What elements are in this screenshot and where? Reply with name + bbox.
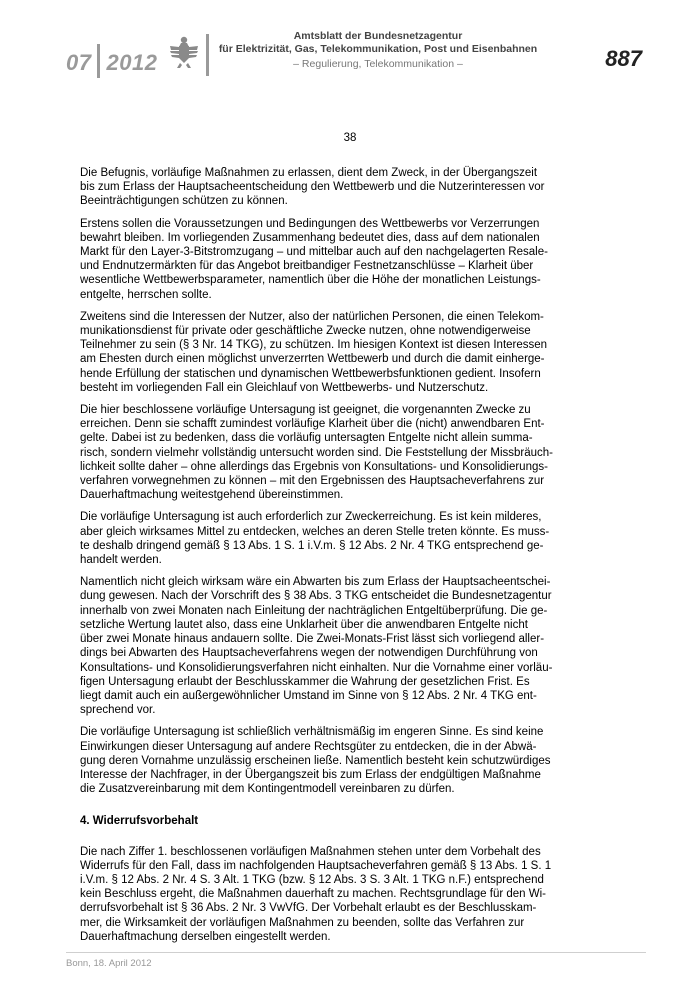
text-line: Dauerhaftmachung weitestgehend übereinstimmen. — [80, 489, 344, 502]
publication-title-line-1: Amtsblatt der Bundesnetzagentur — [293, 30, 463, 42]
text-line: Die Befugnis, vorläufige Maßnahmen zu erlassen, dient dem Zweck, in der Übergangszeit — [80, 167, 538, 179]
section-heading: 4. Widerrufsvorbehalt — [80, 815, 199, 828]
text-line: i.V.m. § 12 Abs. 2 Nr. 4 S. 3 Alt. 1 TKG (bzw. § 12 Abs. 3 S. 3 Alt. 1 TKG n.F.) entsprechend — [80, 873, 544, 886]
text-line: und Endnutzermärkten für das Angebot breitbandiger Festnetzanschlüsse – Klarheit über — [80, 260, 534, 273]
text-line: gelte. Dabei ist zu bedenken, dass die vorläufig untersagten Entgelte nicht allein summa- — [80, 432, 533, 445]
paragraph — [80, 725, 620, 796]
body-paragraphs — [80, 166, 620, 796]
text-line: Dauerhaftmachung derselben eingestellt werden. — [80, 930, 331, 943]
text-line: Einwirkungen dieser Untersagung auf andere Rechtsgüter zu entdecken, die in der Abwä- — [80, 740, 537, 753]
text-line: hende Erfüllung der statischen und dynamischen Wettbewerbsfunktionen gedient. Insofern — [80, 367, 541, 380]
text-line: Die vorläufige Untersagung ist schließlich verhältnismäßig im engeren Sinne. Es sind keine — [80, 726, 544, 739]
text-line: lichkeit sollte daher – ohne allerdings das Ergebnis von Konsultations- und Konsolidierungs- — [80, 460, 548, 473]
text-line: handelt werden. — [80, 554, 162, 567]
text-line: Zweitens sind die Interessen der Nutzer, also der natürlichen Personen, die einen Telekom- — [80, 310, 544, 323]
text-line: bis zum Erlass der Hauptsacheentscheidung den Wettbewerb und die Nutzerinteressen vor — [80, 181, 545, 194]
federal-eagle-icon — [168, 34, 200, 70]
issue-year: 2012 — [106, 50, 158, 75]
text-line: Erstens sollen die Voraussetzungen und Bedingungen des Wettbewerbs vor Verzerrungen — [80, 217, 540, 230]
text-line: Die vorläufige Untersagung ist auch erforderlich zur Zweckerreichung. Es ist kein milderes, — [80, 511, 542, 524]
text-line: sprechend vor. — [80, 704, 156, 717]
text-line: Interesse der Nachfrager, in der Übergangszeit bis zum Erlass der endgültigen Maßnahme — [80, 768, 541, 781]
publication-subtitle: – Regulierung, Telekommunikation – — [293, 58, 463, 70]
publication-title — [218, 30, 538, 56]
text-line: liegt damit auch ein außergewöhnlicher Umstand im Sinne von § 12 Abs. 2 Nr. 4 TKG ent- — [80, 689, 537, 702]
paragraph — [80, 166, 620, 209]
text-line: aber gleich wirksames Mittel zu entdecken, welches an deren Stelle treten könnte. Es muss- — [80, 525, 550, 538]
page-number: 887 — [605, 46, 642, 71]
text-line: Teilnehmer zu sein (§ 3 Nr. 14 TKG), zu schützen. Im hiesigen Kontext ist diesen Interessen — [80, 339, 548, 352]
text-line: bewahrt bleiben. Im vorliegenden Zusammenhang bedeutet dies, dass auf dem nationalen — [80, 231, 540, 244]
issue-label — [66, 44, 157, 78]
header-divider — [206, 34, 209, 76]
text-line: dings bei Abwarten des Hauptsacheverfahrens wegen der notwendigen Durchführung von — [80, 647, 538, 660]
text-line: mer, die Wirksamkeit der vorläufigen Maßnahmen zu beenden, sollte das Verfahren zur — [80, 916, 525, 929]
paragraph — [80, 403, 620, 502]
text-line: kein Beschluss ergeht, die Maßnahmen dauerhaft zu machen. Rechtsgrundlage für den Wi- — [80, 888, 547, 901]
text-line: besteht im vorliegenden Fall ein Gleichlauf von Wettbewerbs- und Nutzerschutz. — [80, 381, 489, 394]
paragraph — [80, 310, 620, 395]
text-line: Markt für den Layer-3-Bitstromzugang – und mittelbar auch auf den nachgelagerten Resale- — [80, 246, 548, 259]
text-line: risch, sondern vielmehr vollständig untersucht worden sind. Die Feststellung der Missbräuch- — [80, 446, 553, 459]
text-line: die Zusatzvereinbarung mit dem Kontingentmodell vereinbaren zu dürfen. — [80, 783, 455, 796]
paragraph — [80, 510, 620, 567]
text-line: Widerrufs für den Fall, dass im nachfolgenden Hauptsacheverfahren gemäß § 13 Abs. 1 S. 1 — [80, 859, 552, 872]
text-line: wesentliche Wettbewerbsparameter, namentlich über die Höhe der monatlichen Leistungs- — [80, 274, 541, 287]
text-line: te deshalb dringend gemäß § 13 Abs. 1 S. 1 i.V.m. § 12 Abs. 2 Nr. 4 TKG entsprechend ge- — [80, 539, 544, 552]
text-line: innerhalb von zwei Monaten nach Einleitung der nachträglichen Entgeltüberprüfung. Die ge- — [80, 604, 548, 617]
text-line: verfahren vorwegnehmen zu können – mit den Ergebnissen des Hauptsacheverfahrens zur — [80, 475, 545, 488]
text-line: Namentlich nicht gleich wirksam wäre ein Abwarten bis zum Erlass der Hauptsacheentschei- — [80, 576, 551, 589]
text-line: über zwei Monate hinaus andauern sollte. Die Zwei-Monats-Frist lässt sich vorliegend aller- — [80, 633, 545, 646]
issue-separator — [97, 44, 100, 78]
paragraph — [80, 845, 620, 944]
text-line: munikationsdienst für private oder geschäftliche Zwecke nutzen, ohne notwendigerweise — [80, 325, 531, 338]
text-line: entgelte, herrschen sollte. — [80, 288, 212, 301]
paragraph — [80, 575, 620, 717]
footer-place-date: Bonn, 18. April 2012 — [66, 958, 152, 969]
publication-title-line-2: für Elektrizität, Gas, Telekommunikation, Post und Eisenbahnen — [218, 43, 538, 55]
section-paragraphs — [80, 845, 620, 944]
text-line: Konsultations- und Konsolidierungsverfahren nicht einhalten. Nur die Vornahme einer vorläu- — [80, 661, 553, 674]
text-line: figen Untersagung erlaubt der Beschlusskammer die Wahrung der gesetzlichen Frist. Es — [80, 675, 530, 688]
paragraph — [80, 217, 620, 302]
internal-page-number: 38 — [343, 132, 357, 144]
text-line: gung deren Vornahme unzulässig erscheinen ließe. Namentlich besteht kein schutzwürdiges — [80, 754, 551, 767]
text-line: am Ehesten durch einen möglichst unverzerrten Wettbewerb und durch die damit einherge- — [80, 353, 545, 366]
text-line: Die nach Ziffer 1. beschlossenen vorläufigen Maßnahmen stehen unter dem Vorbehalt des — [80, 845, 541, 858]
text-line: derrufsvorbehalt ist § 36 Abs. 2 Nr. 3 VwVfG. Der Vorbehalt erlaubt es der Beschlusskam- — [80, 902, 537, 915]
text-line: setzliche Wertung lautet also, dass eine Unklarheit über die anwendbaren Entgelte nicht — [80, 618, 528, 631]
document-body — [80, 166, 620, 952]
text-line: dung gewesen. Nach der Vorschrift des § 38 Abs. 3 TKG entscheidet die Bundesnetzagentur — [80, 590, 552, 603]
issue-number: 07 — [66, 50, 92, 75]
text-line: Die hier beschlossene vorläufige Untersagung ist geeignet, die vorgenannten Zwecke zu — [80, 404, 531, 417]
text-line: erreichen. Denn sie schafft zumindest vorläufige Klarheit über die (nicht) anwendbaren Ent- — [80, 418, 545, 431]
text-line: Beeinträchtigungen schützen zu können. — [80, 195, 288, 208]
footer-rule — [66, 952, 646, 953]
